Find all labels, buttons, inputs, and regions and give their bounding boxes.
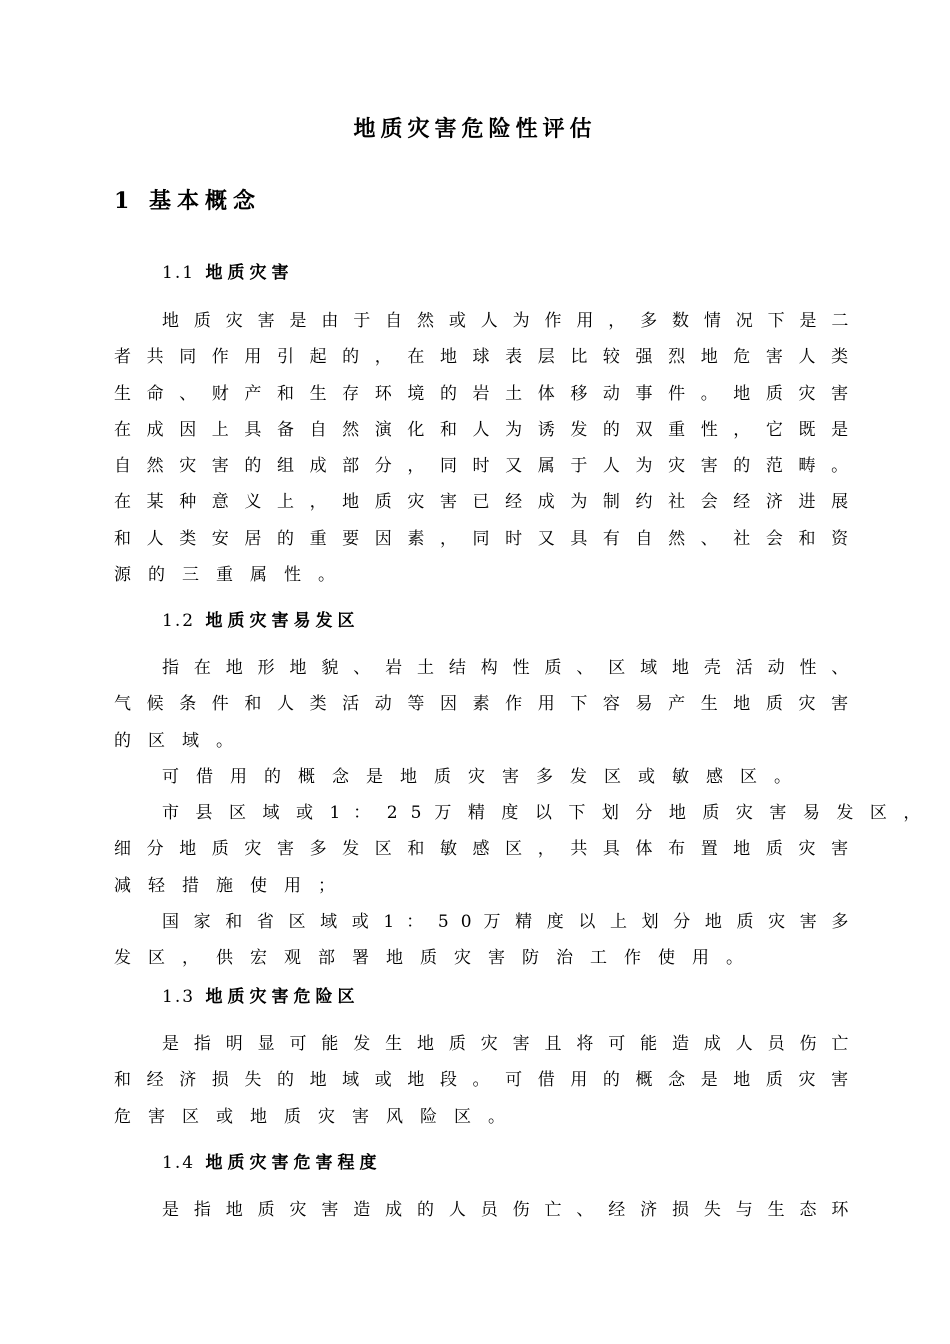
paragraph-hazard-degree-definition xyxy=(114,1192,850,1228)
section-heading-1: 1 基本概念 xyxy=(114,188,261,214)
text-line: 自 然 灾 害 的 组 成 部 分 ， 同 时 又 属 于 人 为 灾 害 的 范 畴 。 xyxy=(114,456,850,477)
text-line: 指 在 地 形 地 貌 、 岩 土 结 构 性 质 、 区 域 地 壳 活 动 性 、 xyxy=(162,658,850,678)
subsection-heading-1-3 xyxy=(162,982,359,1012)
text-line: 生 命 、 财 产 和 生 存 环 境 的 岩 土 体 移 动 事 件 。 地 质 灾 害 xyxy=(114,383,850,404)
subsection-title: 地质灾害易发区 xyxy=(205,611,360,631)
text-line: 发区，供宏观部署地质灾害防治工作使用。 xyxy=(114,948,760,969)
subsection-heading-1-4 xyxy=(162,1148,381,1178)
text-line: 地 质 灾 害 是 由 于 自 然 或 人 为 作 用 ， 多 数 情 况 下 是 二 xyxy=(162,311,850,331)
text-line: 的区域。 xyxy=(114,730,250,751)
text-line: 减轻措施使用； xyxy=(114,875,352,896)
document-title: 地质灾害危险性评估 xyxy=(353,116,597,142)
subsection-heading-1-2 xyxy=(162,606,359,636)
text-line: 危害区或地质灾害风险区。 xyxy=(114,1106,522,1127)
paragraph-prone-area-definition xyxy=(114,650,922,977)
subsection-title: 地质灾害危险区 xyxy=(205,987,360,1007)
text-line: 气 候 条 件 和 人 类 活 动 等 因 素 作 用 下 容 易 产 生 地 质 灾 害 xyxy=(114,694,850,715)
text-line: 源的三重属性。 xyxy=(114,565,352,586)
subsection-heading-1-1 xyxy=(162,258,293,288)
text-line: 和 经 济 损 失 的 地 域 或 地 段 。 可 借 用 的 概 念 是 地 质 灾 害 xyxy=(114,1070,850,1091)
text-line: 细 分 地 质 灾 害 多 发 区 和 敏 感 区 ， 共 具 体 布 置 地 质 灾 害 xyxy=(114,839,850,860)
text-line: 是 指 明 显 可 能 发 生 地 质 灾 害 且 将 可 能 造 成 人 员 伤 亡 xyxy=(162,1034,850,1054)
text-line: 者 共 同 作 用 引 起 的 ， 在 地 球 表 层 比 较 强 烈 地 危 害 人 类 xyxy=(114,347,850,368)
text-line: 可借用的概念是地质灾害多发区或敏感区。 xyxy=(162,766,808,787)
text-line: 在 成 因 上 具 备 自 然 演 化 和 人 为 诱 发 的 双 重 性 ， 它 既 是 xyxy=(114,419,850,440)
subsection-number: 1.3 xyxy=(162,987,196,1007)
subsection-number: 1.4 xyxy=(162,1153,196,1173)
paragraph-danger-zone-definition xyxy=(114,1026,850,1135)
text-line: 和 人 类 安 居 的 重 要 因 素 ， 同 时 又 具 有 自 然 、 社 会 和 资 xyxy=(114,528,850,549)
subsection-number: 1.2 xyxy=(162,611,196,631)
subsection-title: 地质灾害 xyxy=(205,263,294,283)
text-line: 国 家 和 省 区 域 或 1 ： 5 0 万 精 度 以 上 划 分 地 质 灾 害 多 xyxy=(162,912,850,933)
paragraph-geohazard-definition xyxy=(114,303,850,593)
subsection-title: 地质灾害危害程度 xyxy=(205,1153,382,1173)
text-line: 是 指 地 质 灾 害 造 成 的 人 员 伤 亡 、 经 济 损 失 与 生 态 环 xyxy=(162,1200,850,1220)
text-line: 在 某 种 意 义 上 ， 地 质 灾 害 已 经 成 为 制 约 社 会 经 济 进 展 xyxy=(114,492,850,513)
subsection-number: 1.1 xyxy=(162,263,196,283)
text-line: 市 县 区 域 或 1 ： 2 5 万 精 度 以 下 划 分 地 质 灾 害 易 发 区 ， xyxy=(162,803,922,824)
